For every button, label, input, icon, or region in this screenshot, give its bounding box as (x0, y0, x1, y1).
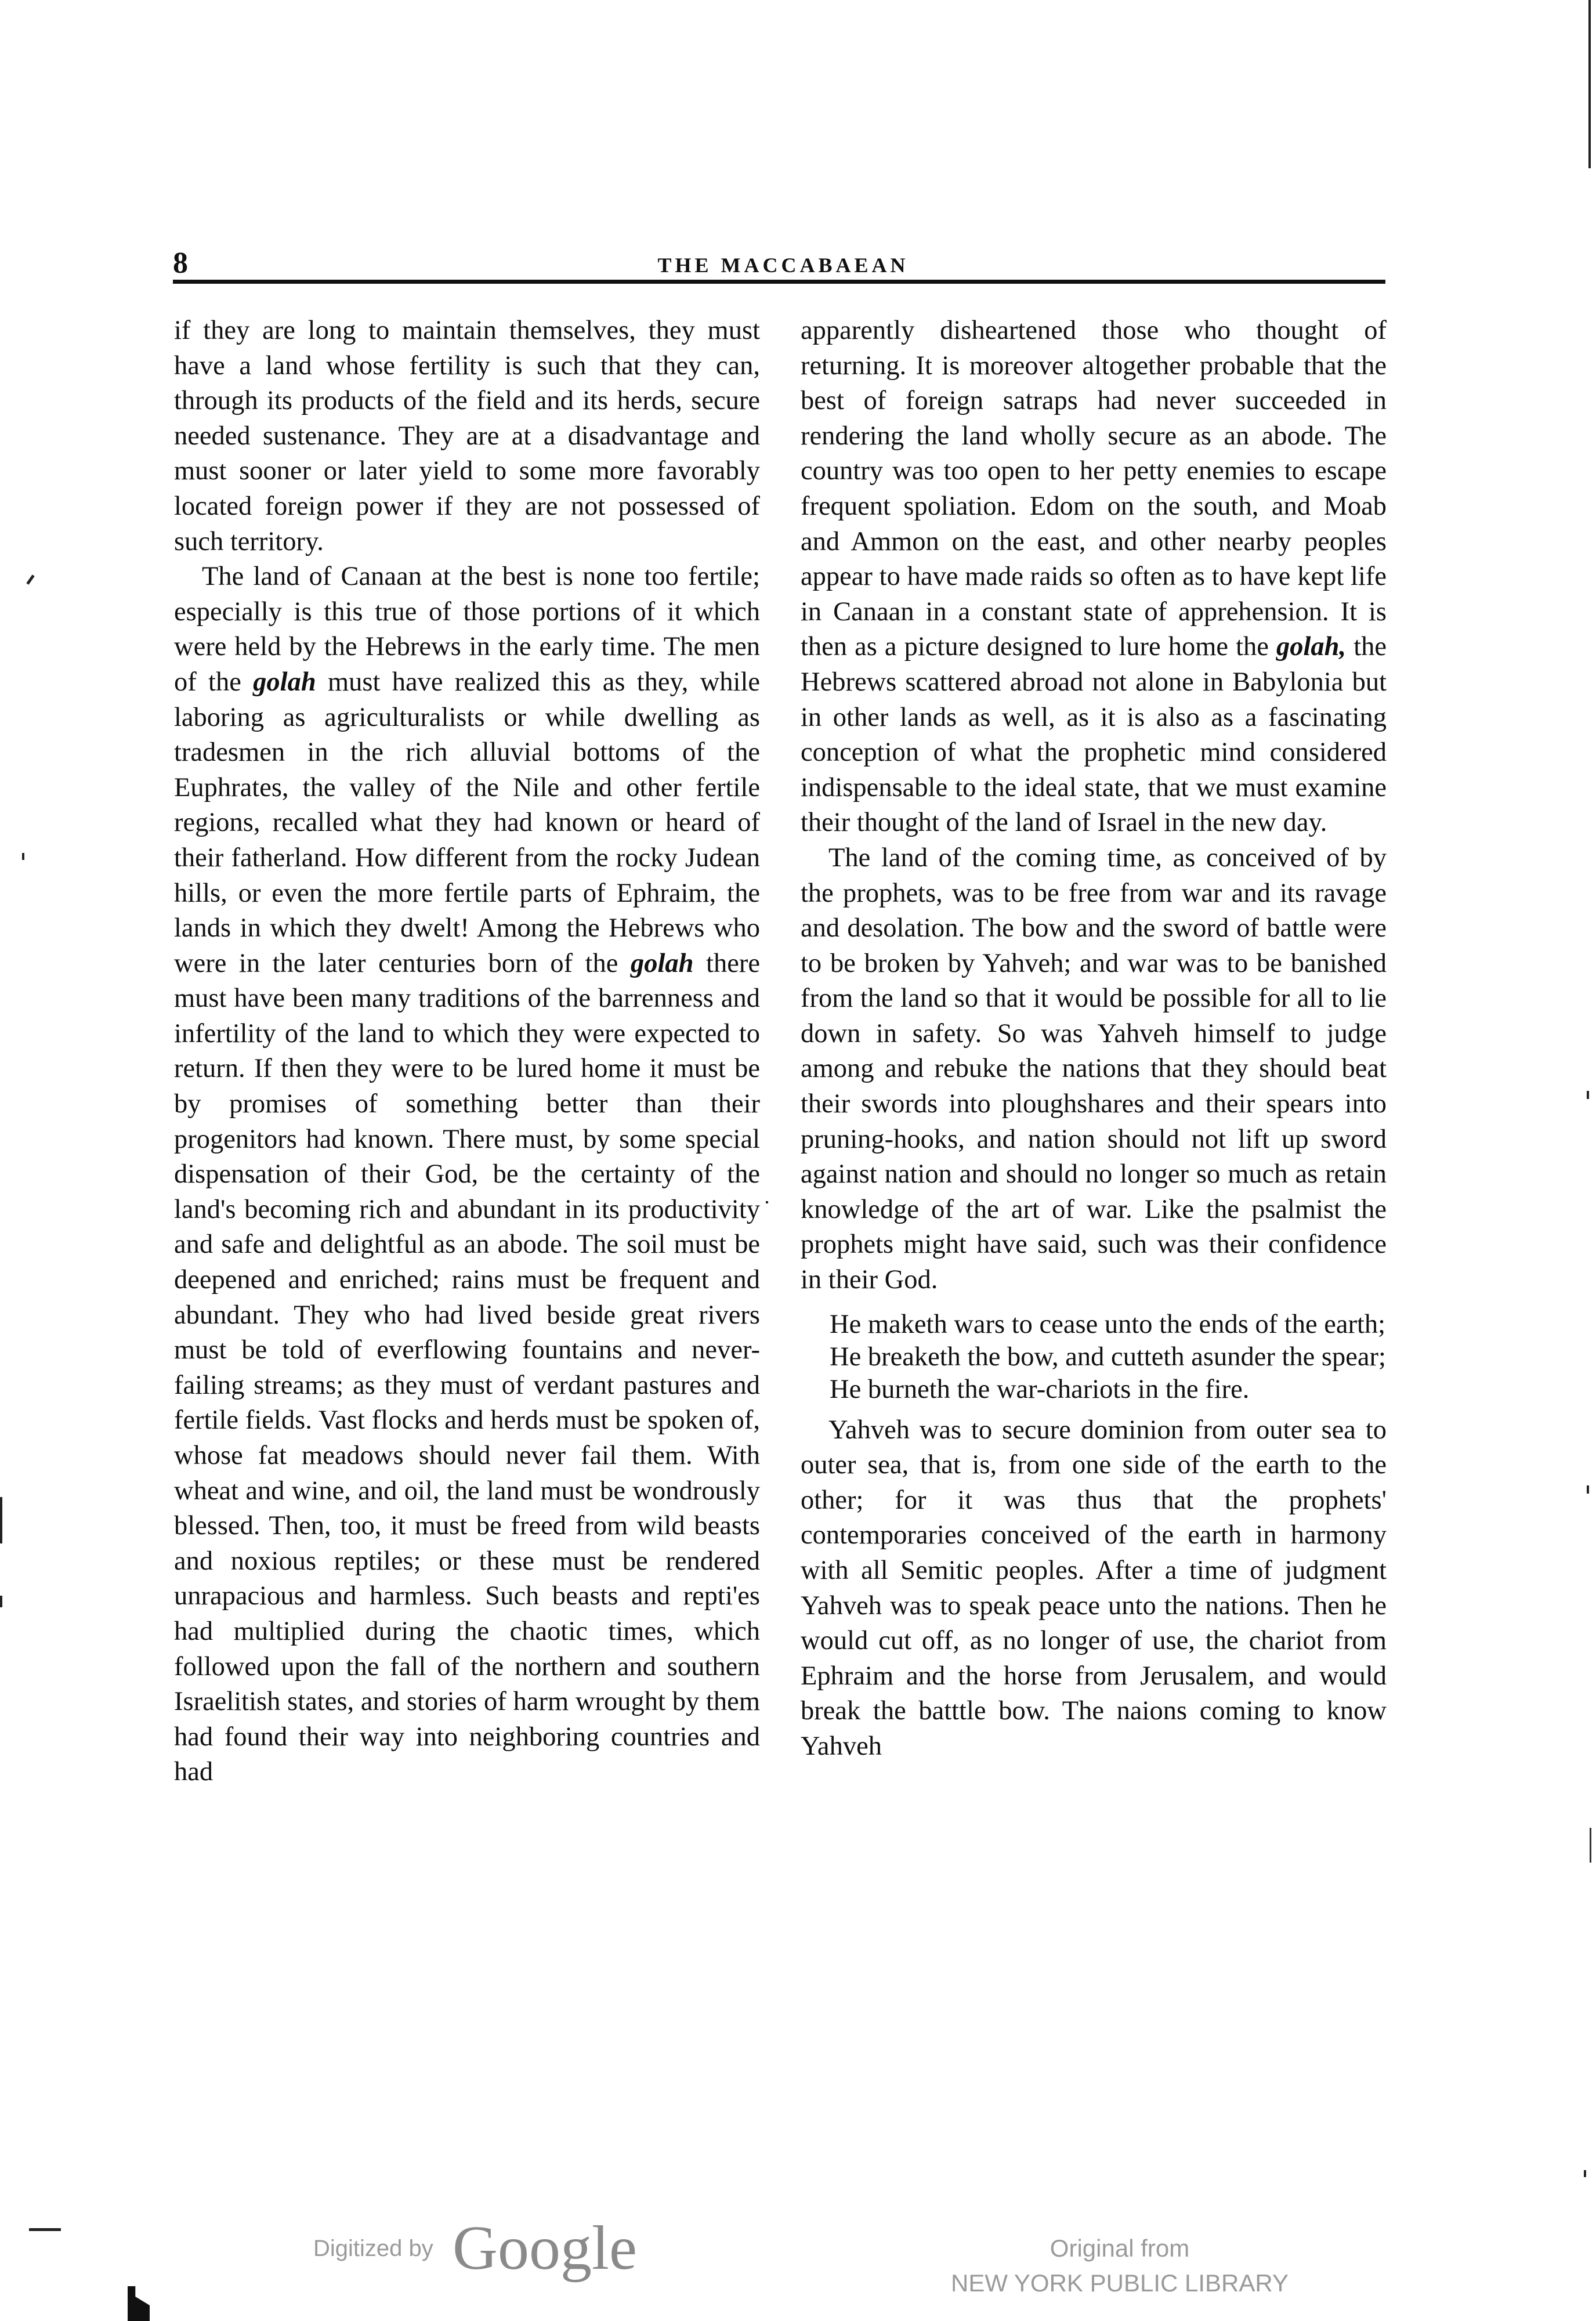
google-logo: Google (453, 2214, 637, 2283)
italic-term: golah (253, 667, 316, 697)
paragraph: The land of the coming time, as conceived of by the prophets, was to be free from war and its ravage and desolation. The bow and the sword of battle were to be broken by Yahveh; and war was to be banished from the land so that it would be possible for all to lie down in safety. So was Yahveh himself to judge among and rebuke the nations that they should beat their swords into ploughshares and their spears into pruning-hooks, and nation should not lift up sword against nation and should no longer so much as retain knowledge of the art of war. Like the psalmist the prophets might have said, such was their confidence in their God. (801, 843, 1387, 1295)
paragraph (801, 313, 1387, 841)
verse-line: He breaketh the bow, and cutteth asunder the spear; (830, 1342, 1386, 1372)
text-run: the Hebrews scattered abroad not alone in Babylonia but in other lands as well, as it is also as a fascinating conception of what the prophetic mind considered indispensable to the ideal state, that we must examine their thought of the land of Israel in the new day. (801, 632, 1387, 838)
library-name: NEW YORK PUBLIC LIBRARY (951, 2269, 1289, 2297)
left-column (174, 313, 760, 1790)
scan-edge-line (1588, 0, 1591, 168)
scan-edge-mark (1590, 1828, 1591, 1863)
paragraph: if they are long to maintain themselves, they must have a land whose fertility is such that they can, through its products of the field and its herds, secure needed sustenance. They are at a disadvantage and must sooner or later yield to some more favorably located foreign power if they are not possessed of such territory. (174, 316, 760, 556)
verse-line: He burneth the war-chariots in the fire. (830, 1374, 1250, 1404)
header-rule (173, 280, 1385, 284)
margin-tick (26, 574, 34, 585)
italic-term: golah, (1276, 632, 1347, 662)
text-run: The land of Canaan at the best is none too fertile; especially is this true of those portions of it which were held by the Hebrews in the early time. The men of the (174, 562, 760, 697)
right-column (801, 313, 1387, 1765)
running-title: THE MACCABAEAN (657, 254, 909, 277)
margin-dot (0, 1497, 2, 1543)
scan-mark (128, 2286, 150, 2321)
text-run: there must have been many traditions of the barrenness and infertility of the land to which they were expected to return. If then they were to be lured home it must be by promises of something better than their progenitors had known. There must, by some special dispensation of their God, be the certainty of the land's becoming rich and abundant in its productivity and safe and delightful as an abode. The soil must be deepened and enriched; rains must be frequent and abundant. They who had lived beside great rivers must be told of everflowing fountains and never-failing streams; as they must of verdant pastures and fertile fields. Vast flocks and herds must be spoken of, whose fat meadows should never fail them. With wheat and wine, and oil, the land must be wondrously blessed. Then, too, it must be freed from wild beasts and noxious reptiles; or these must be rendered unrapacious and harmless. Such beasts and repti'es had multiplied during the chaotic times, which followed upon the fall of the northern and southern Israelitish states, and stories of harm wrought by them had found their way into neighboring countries and had (174, 948, 761, 1787)
margin-dot (1587, 1091, 1589, 1099)
verse-line: He maketh wars to cease unto the ends of the earth; (830, 1309, 1386, 1339)
psalm-quote (801, 1311, 1387, 1404)
margin-dot (0, 1596, 2, 1607)
margin-dot (766, 1201, 768, 1203)
paragraph (174, 559, 760, 1790)
italic-term: golah (630, 948, 694, 978)
text-run: must have realized this as they, while laboring as agriculturalists or while dwelling as tradesmen in the rich alluvial bottoms of the Euphrates, the valley of the Nile and other fertile regions, recalled what they had known or heard of their fatherland. How different from the rocky Judean hills, or even the more fertile parts of Ephraim, the lands in which they dwelt! Among the Hebrews who were in the later centuries born of the (174, 667, 761, 978)
margin-dot (1587, 1485, 1589, 1494)
original-from-label: Original from (1049, 2235, 1190, 2262)
margin-dot (22, 853, 24, 860)
original-source (940, 2231, 1300, 2301)
scan-mark (29, 2228, 61, 2231)
page-number: 8 (173, 247, 188, 280)
digitized-by-label: Digitized by (313, 2236, 433, 2261)
paragraph: Yahveh was to secure dominion from outer sea to outer sea, that is, from one side of the earth to the other; for it was thus that the prophets' contemporaries conceived of the earth in harmony with all Semitic peoples. After a time of judgment Yahveh was to speak peace unto the nations. Then he would cut off, as no longer of use, the chariot from Ephraim and the horse from Jerusalem, and would break the batttle bow. The naions coming to know Yahveh (801, 1415, 1387, 1761)
text-run: apparently disheartened those who thought of returning. It is moreover altogether probable that the best of foreign satraps had never succeeded in rendering the land wholly secure as an abode. The country was too open to her petty enemies to escape frequent spoliation. Edom on the south, and Moab and Ammon on the east, and other nearby peoples appear to have made raids so often as to have kept life in Canaan in a constant state of apprehension. It is then as a picture designed to lure home the (801, 316, 1387, 662)
margin-dot (1584, 2170, 1586, 2177)
